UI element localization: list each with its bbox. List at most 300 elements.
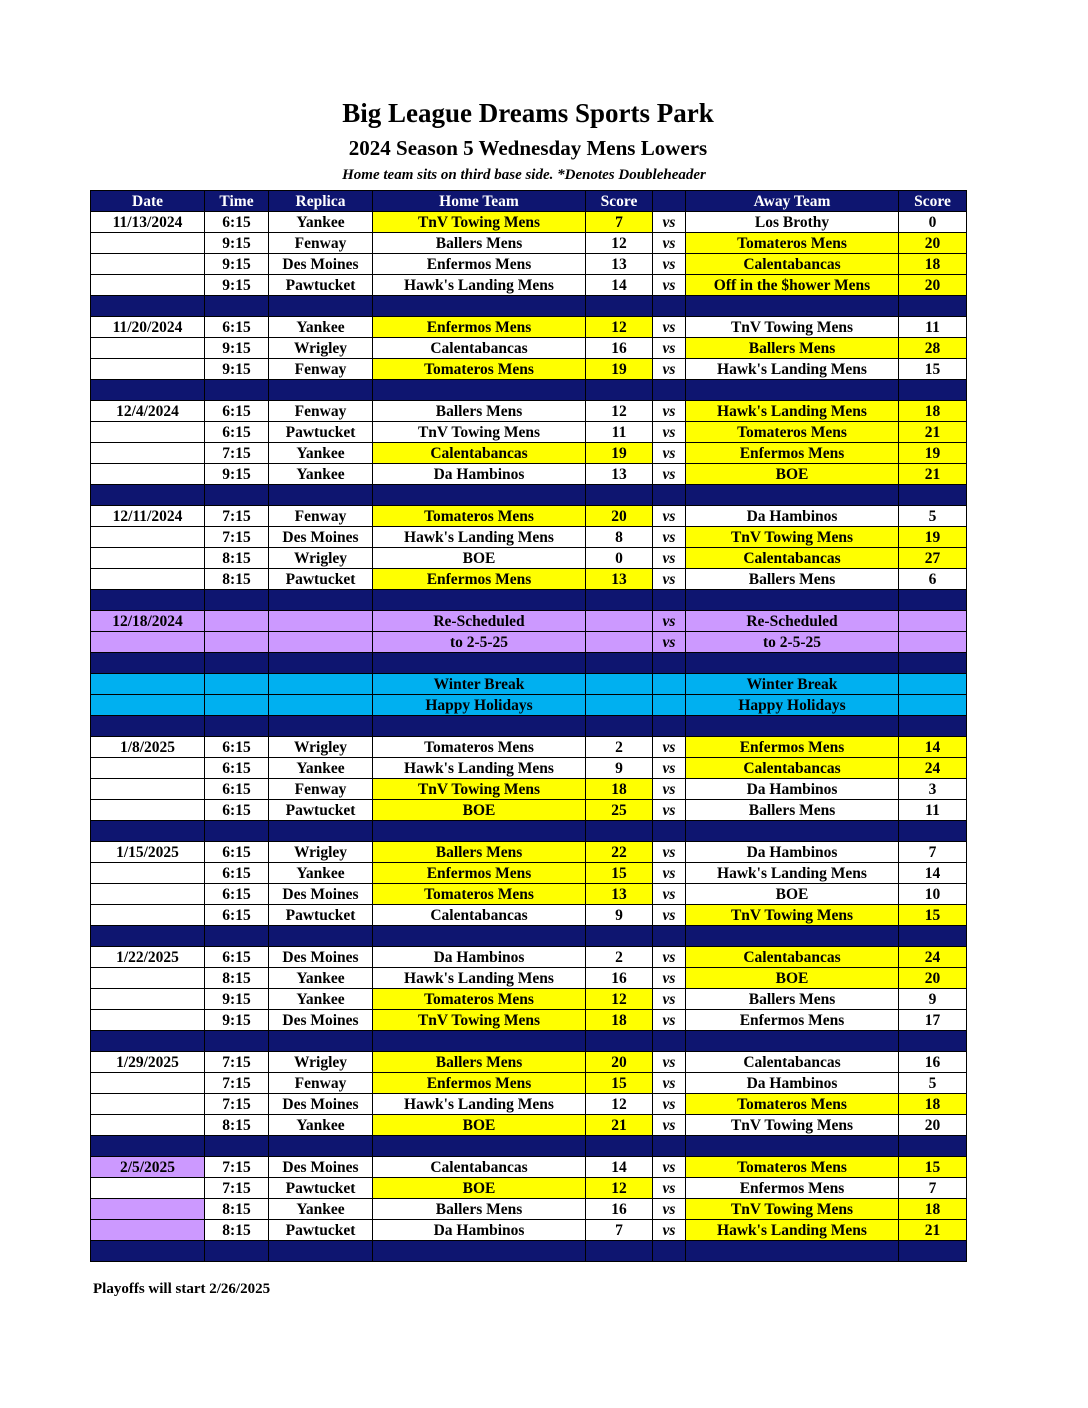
date-cell: 1/22/2025 (91, 947, 205, 968)
replica-cell (269, 653, 373, 674)
replica-cell (269, 821, 373, 842)
home-score-cell: 11 (586, 422, 653, 443)
home-score-cell: 15 (586, 1073, 653, 1094)
time-cell: 7:15 (205, 1157, 269, 1178)
home-team-cell (373, 653, 586, 674)
time-cell (205, 1241, 269, 1262)
vs-cell: vs (653, 338, 686, 359)
vs-cell: vs (653, 422, 686, 443)
time-cell: 9:15 (205, 464, 269, 485)
time-cell (205, 695, 269, 716)
away-team-cell: Tomateros Mens (686, 422, 899, 443)
game-row (91, 842, 967, 863)
home-score-cell: 16 (586, 1199, 653, 1220)
time-cell (205, 674, 269, 695)
away-team-cell (686, 1136, 899, 1157)
game-row (91, 338, 967, 359)
replica-cell: Des Moines (269, 1094, 373, 1115)
replica-cell (269, 485, 373, 506)
home-score-cell: 7 (586, 212, 653, 233)
home-score-cell (586, 926, 653, 947)
vs-cell: vs (653, 1115, 686, 1136)
away-team-cell: Calentabancas (686, 548, 899, 569)
time-cell: 6:15 (205, 737, 269, 758)
schedule-table (90, 190, 967, 1262)
date-cell (91, 1178, 205, 1199)
time-cell (205, 590, 269, 611)
home-team-cell: BOE (373, 548, 586, 569)
date-cell (91, 464, 205, 485)
away-score-cell (899, 674, 967, 695)
vs-cell: vs (653, 1220, 686, 1241)
time-cell (205, 380, 269, 401)
game-row (91, 1094, 967, 1115)
home-score-cell: 16 (586, 338, 653, 359)
vs-cell (653, 716, 686, 737)
home-score-cell (586, 296, 653, 317)
replica-cell: Fenway (269, 779, 373, 800)
col-vs-header (653, 191, 686, 212)
away-team-cell (686, 716, 899, 737)
date-cell (91, 800, 205, 821)
home-team-cell: Ballers Mens (373, 401, 586, 422)
time-cell: 9:15 (205, 233, 269, 254)
away-score-cell: 19 (899, 443, 967, 464)
home-score-cell (586, 821, 653, 842)
away-score-cell: 9 (899, 989, 967, 1010)
vs-cell (653, 380, 686, 401)
time-cell: 6:15 (205, 758, 269, 779)
vs-cell: vs (653, 1178, 686, 1199)
home-team-cell: Enfermos Mens (373, 1073, 586, 1094)
away-score-cell: 5 (899, 1073, 967, 1094)
away-team-cell: Calentabancas (686, 1052, 899, 1073)
away-team-cell: Ballers Mens (686, 569, 899, 590)
replica-cell (269, 590, 373, 611)
game-row (91, 401, 967, 422)
replica-cell: Wrigley (269, 842, 373, 863)
home-team-cell: Ballers Mens (373, 1052, 586, 1073)
date-cell (91, 884, 205, 905)
vs-cell (653, 1136, 686, 1157)
date-cell (91, 338, 205, 359)
away-team-cell: BOE (686, 464, 899, 485)
away-score-cell: 15 (899, 359, 967, 380)
home-score-cell: 18 (586, 1010, 653, 1031)
date-cell (91, 1199, 205, 1220)
date-cell: 1/15/2025 (91, 842, 205, 863)
time-cell: 8:15 (205, 1220, 269, 1241)
vs-cell: vs (653, 1094, 686, 1115)
replica-cell (269, 695, 373, 716)
date-cell (91, 989, 205, 1010)
vs-cell: vs (653, 359, 686, 380)
col-time-header: Time (205, 191, 269, 212)
away-team-cell: TnV Towing Mens (686, 317, 899, 338)
date-cell (91, 926, 205, 947)
time-cell (205, 485, 269, 506)
home-team-cell (373, 296, 586, 317)
home-team-cell (373, 716, 586, 737)
time-cell: 6:15 (205, 401, 269, 422)
time-cell (205, 716, 269, 737)
home-team-cell: Tomateros Mens (373, 359, 586, 380)
home-score-cell: 12 (586, 989, 653, 1010)
date-cell (91, 380, 205, 401)
replica-cell: Des Moines (269, 527, 373, 548)
home-score-cell: 12 (586, 1094, 653, 1115)
home-team-cell: TnV Towing Mens (373, 422, 586, 443)
time-cell: 6:15 (205, 800, 269, 821)
replica-cell: Pawtucket (269, 1178, 373, 1199)
home-score-cell: 12 (586, 401, 653, 422)
vs-cell: vs (653, 1010, 686, 1031)
home-team-cell: Ballers Mens (373, 842, 586, 863)
away-team-cell: Enfermos Mens (686, 1010, 899, 1031)
page-subtitle: 2024 Season 5 Wednesday Mens Lowers (348, 136, 708, 160)
replica-cell: Yankee (269, 1199, 373, 1220)
game-row (91, 359, 967, 380)
home-team-cell (373, 380, 586, 401)
vs-cell: vs (653, 842, 686, 863)
date-cell: 12/4/2024 (91, 401, 205, 422)
home-score-cell: 9 (586, 758, 653, 779)
date-cell: 11/20/2024 (91, 317, 205, 338)
away-team-cell: Enfermos Mens (686, 443, 899, 464)
date-cell (91, 653, 205, 674)
date-cell (91, 905, 205, 926)
game-row (91, 968, 967, 989)
game-row (91, 1073, 967, 1094)
date-cell (91, 359, 205, 380)
away-score-cell (899, 653, 967, 674)
away-score-cell (899, 1031, 967, 1052)
date-cell (91, 233, 205, 254)
date-cell: 1/29/2025 (91, 1052, 205, 1073)
away-team-cell: Ballers Mens (686, 989, 899, 1010)
away-team-cell: BOE (686, 884, 899, 905)
vs-cell: vs (653, 905, 686, 926)
home-score-cell: 20 (586, 1052, 653, 1073)
date-cell (91, 1031, 205, 1052)
vs-cell: vs (653, 884, 686, 905)
away-team-cell: TnV Towing Mens (686, 527, 899, 548)
vs-cell: vs (653, 212, 686, 233)
away-team-cell: Da Hambinos (686, 842, 899, 863)
week-separator-row (91, 821, 967, 842)
vs-cell: vs (653, 443, 686, 464)
date-cell (91, 275, 205, 296)
home-team-cell: Hawk's Landing Mens (373, 275, 586, 296)
col-date-header: Date (91, 191, 205, 212)
col-replica-header: Replica (269, 191, 373, 212)
home-score-cell (586, 674, 653, 695)
home-score-cell (586, 380, 653, 401)
home-team-cell (373, 1031, 586, 1052)
home-team-cell: Enfermos Mens (373, 254, 586, 275)
game-row (91, 1220, 967, 1241)
away-score-cell (899, 590, 967, 611)
away-team-cell (686, 590, 899, 611)
home-team-cell: Calentabancas (373, 338, 586, 359)
game-row (91, 548, 967, 569)
vs-cell: vs (653, 1157, 686, 1178)
date-cell (91, 968, 205, 989)
replica-cell: Des Moines (269, 1157, 373, 1178)
vs-cell (653, 821, 686, 842)
replica-cell (269, 611, 373, 632)
away-team-cell (686, 485, 899, 506)
away-score-cell: 10 (899, 884, 967, 905)
replica-cell: Yankee (269, 212, 373, 233)
vs-cell (653, 485, 686, 506)
vs-cell: vs (653, 1052, 686, 1073)
home-score-cell: 18 (586, 779, 653, 800)
game-row (91, 1052, 967, 1073)
home-score-cell: 12 (586, 233, 653, 254)
week-separator-row (91, 1241, 967, 1262)
home-team-cell: BOE (373, 800, 586, 821)
time-cell: 6:15 (205, 947, 269, 968)
page-title: Big League Dreams Sports Park (342, 98, 714, 128)
game-row (91, 779, 967, 800)
game-row (91, 989, 967, 1010)
time-cell: 9:15 (205, 1010, 269, 1031)
replica-cell: Yankee (269, 443, 373, 464)
home-team-cell: BOE (373, 1115, 586, 1136)
time-cell (205, 611, 269, 632)
game-row (91, 506, 967, 527)
vs-cell: vs (653, 1073, 686, 1094)
home-score-cell: 22 (586, 842, 653, 863)
replica-cell: Fenway (269, 233, 373, 254)
replica-cell: Yankee (269, 989, 373, 1010)
home-team-cell: Hawk's Landing Mens (373, 968, 586, 989)
week-separator-row (91, 590, 967, 611)
home-score-cell (586, 611, 653, 632)
date-cell (91, 695, 205, 716)
replica-cell (269, 1241, 373, 1262)
vs-cell: vs (653, 632, 686, 653)
game-row (91, 905, 967, 926)
replica-cell: Yankee (269, 1115, 373, 1136)
away-score-cell: 15 (899, 905, 967, 926)
week-separator-row (91, 716, 967, 737)
away-score-cell: 18 (899, 1199, 967, 1220)
home-team-cell: Hawk's Landing Mens (373, 527, 586, 548)
home-team-cell: Ballers Mens (373, 233, 586, 254)
vs-cell: vs (653, 317, 686, 338)
date-cell: 12/11/2024 (91, 506, 205, 527)
game-row (91, 1199, 967, 1220)
week-separator-row (91, 1136, 967, 1157)
vs-cell: vs (653, 548, 686, 569)
away-team-cell: Tomateros Mens (686, 1094, 899, 1115)
home-team-cell: Tomateros Mens (373, 506, 586, 527)
home-score-cell: 20 (586, 506, 653, 527)
home-score-cell (586, 716, 653, 737)
replica-cell: Pawtucket (269, 422, 373, 443)
vs-cell: vs (653, 527, 686, 548)
vs-cell: vs (653, 989, 686, 1010)
date-cell (91, 422, 205, 443)
home-team-cell: Calentabancas (373, 905, 586, 926)
vs-cell: vs (653, 401, 686, 422)
away-score-cell (899, 926, 967, 947)
game-row (91, 1115, 967, 1136)
date-cell: 12/18/2024 (91, 611, 205, 632)
home-team-cell (373, 821, 586, 842)
game-row (91, 863, 967, 884)
away-score-cell: 16 (899, 1052, 967, 1073)
home-team-cell: Da Hambinos (373, 464, 586, 485)
away-score-cell (899, 296, 967, 317)
time-cell (205, 1031, 269, 1052)
away-team-cell (686, 296, 899, 317)
home-score-cell (586, 1241, 653, 1262)
replica-cell: Des Moines (269, 884, 373, 905)
away-score-cell: 7 (899, 842, 967, 863)
vs-cell: vs (653, 800, 686, 821)
home-score-cell: 14 (586, 275, 653, 296)
away-score-cell: 6 (899, 569, 967, 590)
home-team-cell: TnV Towing Mens (373, 212, 586, 233)
col-away-score-header: Score (899, 191, 967, 212)
away-score-cell: 18 (899, 1094, 967, 1115)
away-score-cell (899, 1136, 967, 1157)
vs-cell: vs (653, 275, 686, 296)
vs-cell: vs (653, 758, 686, 779)
game-row (91, 254, 967, 275)
away-score-cell: 11 (899, 317, 967, 338)
replica-cell: Des Moines (269, 254, 373, 275)
vs-cell (653, 1031, 686, 1052)
away-team-cell (686, 1031, 899, 1052)
game-row (91, 422, 967, 443)
date-cell (91, 1115, 205, 1136)
home-team-cell: Enfermos Mens (373, 317, 586, 338)
date-cell (91, 548, 205, 569)
game-row (91, 1157, 967, 1178)
week-separator-row (91, 380, 967, 401)
away-team-cell: Hawk's Landing Mens (686, 359, 899, 380)
time-cell: 8:15 (205, 1199, 269, 1220)
home-score-cell (586, 485, 653, 506)
home-score-cell (586, 632, 653, 653)
home-team-cell (373, 590, 586, 611)
away-team-cell: BOE (686, 968, 899, 989)
away-score-cell: 14 (899, 863, 967, 884)
vs-cell: vs (653, 968, 686, 989)
time-cell: 6:15 (205, 863, 269, 884)
home-team-cell: Tomateros Mens (373, 884, 586, 905)
vs-cell (653, 653, 686, 674)
away-score-cell: 5 (899, 506, 967, 527)
away-team-cell: TnV Towing Mens (686, 1199, 899, 1220)
home-score-cell: 8 (586, 527, 653, 548)
home-score-cell: 9 (586, 905, 653, 926)
away-score-cell: 20 (899, 968, 967, 989)
away-team-cell: TnV Towing Mens (686, 905, 899, 926)
time-cell: 7:15 (205, 1073, 269, 1094)
replica-cell (269, 926, 373, 947)
replica-cell: Pawtucket (269, 800, 373, 821)
rescheduled-row (91, 611, 967, 632)
away-team-cell: Los Brothy (686, 212, 899, 233)
away-team-cell: Winter Break (686, 674, 899, 695)
game-row (91, 947, 967, 968)
away-score-cell: 24 (899, 758, 967, 779)
away-team-cell: Off in the $hower Mens (686, 275, 899, 296)
replica-cell: Fenway (269, 1073, 373, 1094)
replica-cell: Pawtucket (269, 1220, 373, 1241)
home-team-cell: Enfermos Mens (373, 863, 586, 884)
time-cell (205, 632, 269, 653)
vs-cell (653, 590, 686, 611)
away-score-cell: 17 (899, 1010, 967, 1031)
time-cell: 7:15 (205, 506, 269, 527)
replica-cell: Yankee (269, 317, 373, 338)
replica-cell (269, 632, 373, 653)
away-team-cell: Ballers Mens (686, 800, 899, 821)
home-team-cell: TnV Towing Mens (373, 779, 586, 800)
date-cell (91, 674, 205, 695)
replica-cell (269, 296, 373, 317)
replica-cell: Fenway (269, 506, 373, 527)
time-cell: 6:15 (205, 884, 269, 905)
vs-cell (653, 296, 686, 317)
vs-cell: vs (653, 863, 686, 884)
header-row (91, 191, 967, 212)
game-row (91, 527, 967, 548)
home-score-cell (586, 1136, 653, 1157)
replica-cell (269, 1136, 373, 1157)
replica-cell: Wrigley (269, 737, 373, 758)
date-cell: 1/8/2025 (91, 737, 205, 758)
away-team-cell: Tomateros Mens (686, 1157, 899, 1178)
game-row (91, 569, 967, 590)
game-row (91, 884, 967, 905)
date-cell (91, 1094, 205, 1115)
home-score-cell: 2 (586, 947, 653, 968)
away-team-cell: Hawk's Landing Mens (686, 1220, 899, 1241)
home-score-cell: 13 (586, 884, 653, 905)
game-row (91, 737, 967, 758)
schedule-note: Home team sits on third base side. *Denotes Doubleheader (342, 167, 706, 183)
home-team-cell: Da Hambinos (373, 947, 586, 968)
away-score-cell (899, 716, 967, 737)
away-score-cell: 21 (899, 464, 967, 485)
away-score-cell: 18 (899, 254, 967, 275)
vs-cell: vs (653, 779, 686, 800)
away-team-cell (686, 821, 899, 842)
away-team-cell (686, 653, 899, 674)
game-row (91, 275, 967, 296)
home-score-cell: 19 (586, 443, 653, 464)
away-score-cell: 20 (899, 233, 967, 254)
vs-cell (653, 674, 686, 695)
replica-cell: Des Moines (269, 947, 373, 968)
time-cell: 6:15 (205, 842, 269, 863)
away-score-cell (899, 695, 967, 716)
away-team-cell (686, 926, 899, 947)
vs-cell: vs (653, 611, 686, 632)
date-cell (91, 1241, 205, 1262)
home-score-cell (586, 590, 653, 611)
home-score-cell: 12 (586, 1178, 653, 1199)
away-score-cell: 24 (899, 947, 967, 968)
replica-cell: Wrigley (269, 338, 373, 359)
